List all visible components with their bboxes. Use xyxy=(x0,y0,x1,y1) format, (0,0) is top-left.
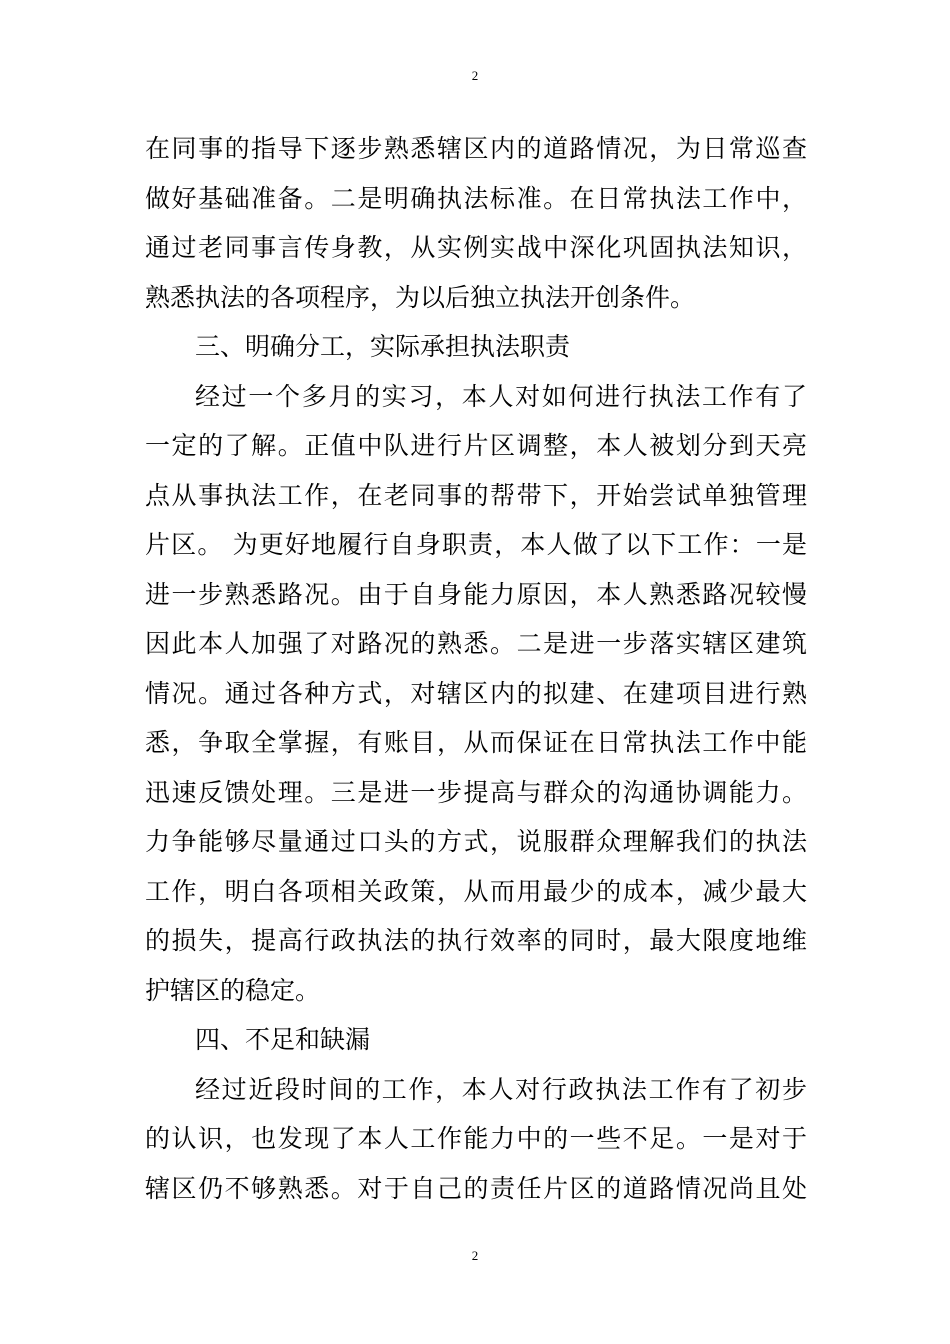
text-line: 力争能够尽量通过口头的方式，说服群众理解我们的执法 xyxy=(145,827,807,856)
text-line: 的认识，也发现了本人工作能力中的一些不足。一是对于 xyxy=(145,1124,807,1153)
section-heading-4: 四、不足和缺漏 xyxy=(195,1025,371,1054)
text-line: 迅速反馈处理。三是进一步提高与群众的沟通协调能力。 xyxy=(145,777,807,807)
text-line: 熟悉执法的各项程序，为以后独立执法开创条件。 xyxy=(145,282,696,312)
text-line: 点从事执法工作，在老同事的帮带下，开始尝试单独管理 xyxy=(145,480,807,510)
page-number-bottom: 2 xyxy=(471,1248,479,1263)
text-line: 护辖区的稳定。 xyxy=(145,975,321,1005)
text-line: 片区。 为更好地履行自身职责，本人做了以下工作：一是 xyxy=(145,530,807,559)
text-line: 因此本人加强了对路况的熟悉。二是进一步落实辖区建筑 xyxy=(145,629,807,658)
text-line: 一定的了解。正值中队进行片区调整，本人被划分到天亮 xyxy=(145,431,807,460)
text-line: 辖区仍不够熟悉。对于自己的责任片区的道路情况尚且处 xyxy=(145,1173,807,1203)
page-number-top: 2 xyxy=(471,68,479,83)
section-heading-3: 三、明确分工，实际承担执法职责 xyxy=(195,332,571,361)
text-line: 悉，争取全掌握，有账目，从而保证在日常执法工作中能 xyxy=(145,728,807,757)
text-line: 工作，明白各项相关政策，从而用最少的成本，减少最大 xyxy=(145,876,807,906)
text-line: 进一步熟悉路况。由于自身能力原因，本人熟悉路况较慢 xyxy=(145,579,807,609)
paragraph-start: 经过一个多月的实习，本人对如何进行执法工作有了 xyxy=(195,381,807,411)
text-line: 做好基础准备。二是明确执法标准。在日常执法工作中， xyxy=(145,183,807,213)
text-line: 通过老同事言传身教，从实例实战中深化巩固执法知识， xyxy=(145,233,807,262)
document-body xyxy=(145,124,807,1213)
text-line: 情况。通过各种方式，对辖区内的拟建、在建项目进行熟 xyxy=(145,678,807,708)
text-line: 在同事的指导下逐步熟悉辖区内的道路情况，为日常巡查 xyxy=(145,134,807,163)
paragraph-start: 经过近段时间的工作，本人对行政执法工作有了初步 xyxy=(195,1074,807,1104)
text-line: 的损失，提高行政执法的执行效率的同时，最大限度地维 xyxy=(145,926,807,955)
